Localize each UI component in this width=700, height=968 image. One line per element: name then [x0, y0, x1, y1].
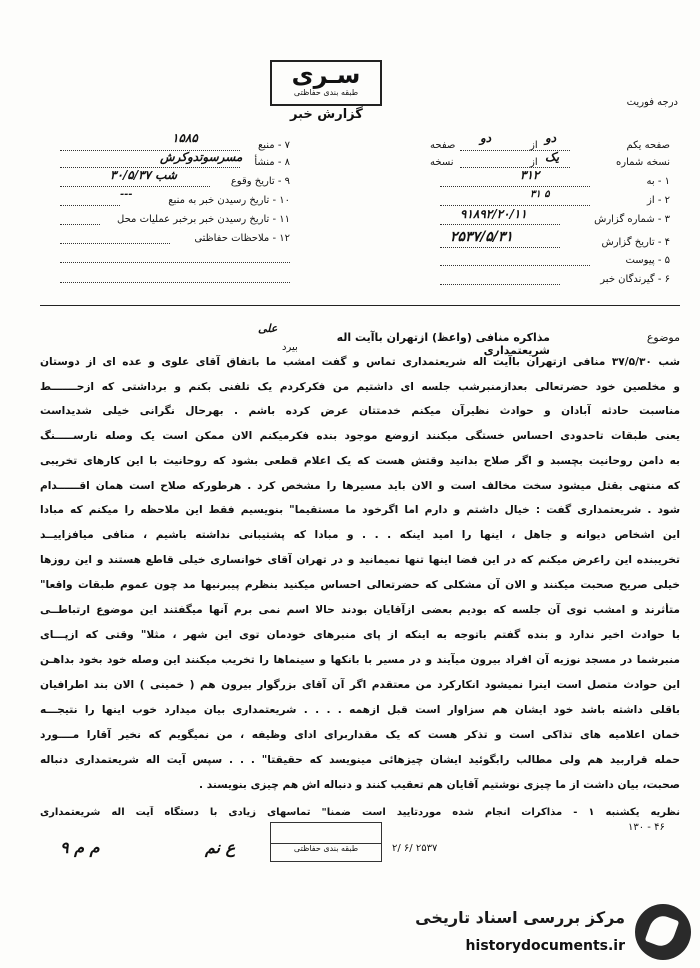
body-line: مناسبت حادثه آبادان و حوادث نظیرآن میکنم خدمتتان عرض کرده باشم . بهرحال نگرانی خیلی شدیداست: [40, 405, 680, 417]
subject-note: علی: [258, 322, 278, 335]
report-title: گزارش خبر: [290, 107, 363, 122]
field-value: دو: [545, 131, 557, 145]
field-label: ۶ - گیرندگان خبر: [600, 274, 670, 285]
body-line: خمان اعلامیه های تذاکی است و تذکر هست که یک مقداربرای ادای وظیفه ، من نمیگویم که نخیر آقارا مــــورد: [40, 729, 680, 741]
dotted-line: [460, 167, 570, 168]
dotted-line: [60, 224, 100, 225]
body-line: حمله قراربید هم ولی مطالب رابگوئید ایشان چیزهائی مینویسد که حقیقتا" . . . سپس آیت اله شریعتمداری دنباله: [40, 754, 680, 766]
classification-stamp-bottom: [270, 822, 382, 862]
field-value-2: دو: [480, 131, 492, 145]
field-unit: صفحه: [430, 140, 456, 151]
dotted-line: [440, 265, 590, 266]
dotted-line: [60, 262, 290, 263]
field-value: ۱۵۸۵: [172, 131, 198, 145]
field-label: ۸ - منشأ: [254, 157, 290, 168]
field-label: ۷ - منبع: [257, 140, 290, 151]
body-line: شب ۳۷/۵/۳۰ منافی ازتهران باآیت اله شریعتمداری تماس و گفت امشب ما باتفاق آقای علوی و عده ای از دوستان: [40, 356, 680, 368]
dotted-line: [440, 224, 560, 225]
field-label: ۱۰ - تاریخ رسیدن خبر به منبع: [168, 195, 290, 206]
body-line: به دامن روحانیت بچسبد و اگر صلاح بدانید وقتش هست که یک اعلام قطعی بشود که روحانیت با این کارهای تخریبی: [40, 455, 680, 467]
signature-mid: ع نم: [205, 838, 236, 857]
field-value: ۲۵۳۷/۵/۳۱: [450, 229, 513, 245]
dotted-line: [440, 186, 590, 187]
subject-note-2: بیرد: [282, 342, 298, 353]
body-line: خیلی صریح صحبت میکنند و الان آن مشکلی که حضرتعالی احساس میکنید بنظرم پیبرنیها مد چون عموم طبقات واقعا": [40, 579, 680, 591]
stamp-bottom-label: طبقه بندی حفاظتی: [293, 844, 359, 853]
field-mid: از: [530, 157, 538, 168]
field-value: یک: [545, 150, 560, 164]
stamp-box: [271, 823, 381, 844]
dotted-line: [440, 205, 590, 206]
field-label: ۵ - پیوست: [625, 255, 670, 266]
body-line: تخریبنده این راعرض میکنم که در این فضا اینها تنها نمیمانید و در تهران آقای خوانساری خیلی قاطع هستند و این روزها: [40, 554, 680, 566]
subject-text: مذاکره منافی (واعظ) ازتهران باآیت اله شریعتمداری: [336, 331, 550, 357]
date-stamp: ۲/ ۶/ ۲۵۳۷: [392, 843, 438, 854]
body-line: باقلی داشته باشد خود ایشان هم سزاوار است قبل ازهمه . . . . شریعتمداری بیان میدارد خوب اینها را نتیجـــه: [40, 704, 680, 716]
field-label: ۲ - از: [647, 195, 670, 206]
body-line: شود . شریعتمداری گفت : خیال داشتم و دارم اما اگرخود ما مستقیما" بنویسیم فقط این ملاحظه را میکنم که مبادا: [40, 504, 680, 516]
field-label: ۱۱ - تاریخ رسیدن خبر برخبر عملیات محل: [117, 214, 290, 225]
field-value: ۹۱۸۹۲/۲۰/۱۱: [460, 207, 527, 221]
dotted-line: [60, 205, 120, 206]
body-line: و مخلصین خود حضرتعالی بعدازمنبرشب جلسه ای داشتیم من فکرکردم یک تلفنی بکنم و برداشتی که ازحـــــــط: [40, 381, 680, 393]
urgency-label: درجه فوریت: [626, 97, 678, 108]
body-line: منبرشما در مسجد نوزیه آن افراد بیرون میآیند و در مسیر با بانکها و سینماها را تخریب میکنند این وصله خود بخود بداهـن: [40, 654, 680, 666]
field-unit: نسخه: [430, 157, 454, 168]
body-line: متأثرند و امشب توی آن جلسه که بودیم بعضی ازآقایان بودند حالا اسم نمی برم آنها میگفتند این موضوع ارتباطــی: [40, 604, 680, 616]
body-line: این اشخاص دیوانه و جاهل ، اینها را امید اینکه . . . و مبادا که پشتیبانی نداشته باشیم ، منافی میافزاییــد: [40, 529, 680, 541]
header-divider: [40, 305, 680, 306]
field-value: ---: [120, 189, 133, 200]
body-line: این حوادث متصل است اینرا نمیشود انکارکرد من معتقدم اگر آن آقای بزرگوار بیرون هم ( خمینی ) الان بند اطرافیان: [40, 679, 680, 691]
archive-logo-icon: [635, 904, 691, 960]
field-mid: از: [530, 140, 538, 151]
body-line: یعنی طبقات تاحدودی احساس خستگی میکنند ازوضع موجود بنده فکرمیکنم الان ممکن است یک وصله نارســـــنگ: [40, 430, 680, 442]
field-value: ۳۱ ۵: [530, 189, 550, 200]
watermark-url: historydocuments.ir: [465, 938, 625, 954]
watermark-title: مرکز بررسی اسناد تاریخی: [415, 908, 625, 927]
field-value: مسرسوتدوکرش: [160, 150, 243, 164]
field-value: ۳۱۲: [520, 168, 540, 182]
footer-note: نظریه یکشنبه ۱ - مذاکرات انجام شده موردتایید است ضمنا" تماسهای زیادی با دستگاه آیت اله شریعتمداری: [40, 807, 680, 818]
dotted-line: [60, 186, 210, 187]
dotted-line: [440, 247, 560, 248]
field-label: نسخه شماره: [616, 157, 670, 168]
field-value: شب ۳۰/۵/۳۷: [110, 168, 178, 182]
body-line: صحبت، بیان داشت از ما چیزی نوشتیم آقایان هم تعقیب کنند و دنباله اش هم چیزی بنویسند .: [199, 779, 680, 791]
field-label: ۱۲ - ملاحظات حفاظتی: [194, 233, 290, 244]
footer-code: ۱۳۰ - ۴۶: [628, 822, 665, 833]
field-label: ۳ - شماره گزارش: [594, 214, 670, 225]
signature-left: ۹ م م: [60, 838, 100, 857]
watermark: [405, 900, 695, 966]
classification-stamp-top: [270, 60, 382, 106]
classification-subtitle: طبقه بندی حفاظتی: [293, 88, 359, 97]
field-label: ۹ - تاریخ وقوع: [230, 176, 290, 187]
dotted-line: [60, 243, 170, 244]
body-line: که منتهی بقتل میشود سخت مخالف است و الان باید مسیرها را مشخص کرد . هرطورکه صلاح است همان اقــــــدام: [40, 480, 680, 492]
field-label: ۱ - به: [646, 176, 670, 187]
field-label: صفحه یکم: [626, 140, 670, 151]
field-label: ۴ - تاریخ گزارش: [601, 237, 670, 248]
classification-text: سـری: [291, 61, 361, 89]
dotted-line: [60, 282, 290, 283]
body-line: با حوادث اخیر ندارد و بنده گفتم باتوجه به اینکه از پای منبرهای خودمان توی این شهر ، مثلا" وقتی که ازپـــای: [40, 629, 680, 641]
subject-label: موضوع: [646, 331, 680, 344]
dotted-line: [440, 284, 560, 285]
